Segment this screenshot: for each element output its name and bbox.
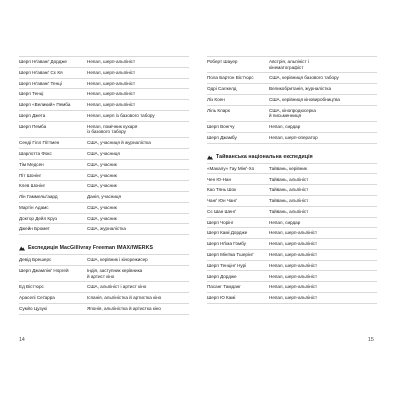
member-name: «Макалу» Гау Мінґ-Хо <box>207 165 255 171</box>
table-row <box>19 203 189 214</box>
member-name: Шарлотта Фокс <box>19 150 52 156</box>
member-name: Шерп Чорінг <box>207 219 234 225</box>
right-table-top <box>207 56 377 144</box>
member-name: Пола Бартон Віст’юрс <box>207 75 254 81</box>
member-name: Шерп «Великий» Пемба <box>19 102 71 108</box>
member-description: США, керівник і кінорежисер <box>87 257 148 263</box>
member-description: Японія, альпіністка й артистка кіно <box>87 305 161 311</box>
member-description: США, учасник <box>87 183 117 189</box>
table-row <box>19 100 189 111</box>
member-description: США, учасник <box>87 172 117 178</box>
member-description: США, учасниця <box>87 150 120 156</box>
member-name: Одрі Салкелд <box>207 86 237 92</box>
member-name: Шерп Нґаванґ Сє Кя <box>19 69 63 75</box>
member-name: Шерп Джамлінґ Норгей <box>19 267 69 273</box>
member-description: Непал, шерп-альпініст <box>269 252 318 257</box>
table-row <box>19 111 189 122</box>
table-row <box>19 192 189 203</box>
table-row <box>19 181 189 192</box>
table-row <box>207 196 377 207</box>
member-description: США, учасниця й журналістка <box>87 140 151 146</box>
member-description: США, учасник <box>87 161 117 167</box>
member-description: Тайвань, альпініст <box>269 176 309 182</box>
member-name: Шерп Вонгчу <box>207 124 235 130</box>
table-row <box>207 218 377 229</box>
table-row <box>207 261 377 272</box>
right-table-bottom <box>207 163 377 304</box>
table-row <box>207 228 377 239</box>
table-row <box>207 73 377 84</box>
member-description: США, керівниця базового табору <box>269 75 339 81</box>
member-name: Шерп Мінґма Тшерінґ <box>207 252 254 257</box>
member-name: Араселі Сеґарра <box>19 295 55 301</box>
member-description: Непал, шерп-альпініст <box>87 80 136 86</box>
member-description: Непал, помічник кухаря із базового табору <box>87 123 138 135</box>
member-name: Суміїо Цузукі <box>19 305 47 311</box>
left-section-heading <box>19 245 189 251</box>
table-row <box>207 84 377 95</box>
member-description: Непал, шерп-альпініст <box>269 241 318 247</box>
member-name: Роберт Шауер <box>207 59 238 65</box>
member-name: Сенді Гілл Піттмен <box>19 140 60 146</box>
member-name: Ліль Кларк <box>207 107 230 113</box>
member-description: Непал, сирдар <box>269 124 301 130</box>
member-name: Сє Шан Шенґ <box>207 208 236 214</box>
table-row <box>207 282 377 293</box>
member-description: Непал, сирдар <box>269 219 301 225</box>
member-name: Шерп Дордже <box>207 273 237 279</box>
member-name: Ліз Коен <box>207 97 225 103</box>
table-row <box>19 122 189 138</box>
table-row <box>207 239 377 250</box>
table-row <box>207 163 377 175</box>
page-number-right: 15 <box>368 337 374 343</box>
table-row <box>19 293 189 304</box>
member-description: Тайвань, альпініст <box>269 187 309 193</box>
member-name: Као Тянь Шок <box>207 187 237 193</box>
table-row <box>207 56 377 73</box>
table-row <box>19 266 189 282</box>
member-name: Шерп Тенці <box>19 91 44 97</box>
table-row <box>207 174 377 185</box>
member-name: Шерп Камі Дордже <box>207 230 248 236</box>
member-description: Непал, шерп-оператор <box>269 134 318 140</box>
table-row <box>207 122 377 133</box>
member-name: Піт Шонінг <box>19 172 42 178</box>
member-description: Тайвань, альпініст <box>269 208 309 214</box>
table-row <box>19 254 189 266</box>
member-name: Клев Шонінг <box>19 183 46 189</box>
member-description: Непал, шерп із базового табору <box>87 113 155 118</box>
member-name: Шерп Пемба <box>19 123 47 129</box>
table-row <box>207 271 377 282</box>
member-description: США, журналістка <box>87 226 126 232</box>
member-description: Непал, шерп-альпініст <box>269 295 318 301</box>
table-row <box>19 304 189 315</box>
member-description: США, кінопродюсерка й письменниця <box>269 107 316 119</box>
member-name: Доктор Дейл Круз <box>19 215 57 221</box>
member-description: США, учасник <box>87 204 117 210</box>
table-row <box>19 149 189 160</box>
member-description: Індія, заступник керівника й артист кіно <box>87 267 143 279</box>
table-row <box>207 185 377 196</box>
table-row <box>19 160 189 171</box>
member-description: Непал, шерп-альпініст <box>87 102 136 108</box>
table-row <box>19 79 189 90</box>
member-description: Іспанія, альпіністка й артистка кіно <box>87 295 162 301</box>
member-description: Непал, шерп-альпініст <box>269 273 318 279</box>
table-row <box>207 106 377 122</box>
member-description: Великобританія, журналістка <box>269 86 332 92</box>
member-description: Непал, шерп-альпініст <box>269 230 318 236</box>
member-description: Непал, шерп-альпініст <box>269 262 318 268</box>
right-section-heading <box>207 154 377 160</box>
left-table-bottom <box>19 254 189 315</box>
member-description: Непал, шерп-альпініст <box>87 69 136 75</box>
member-name: Чанґ Юн Чанґ <box>207 198 237 204</box>
member-description: Непал, шерп-альпініст <box>87 91 136 97</box>
table-row <box>19 68 189 79</box>
mountain-icon <box>19 245 25 251</box>
member-description: Непал, шерп-альпініст <box>87 59 136 65</box>
left-table-top <box>19 56 189 235</box>
left-section-title: Експедиція MacGillivray Freeman IMAX/IWERKS <box>28 245 154 252</box>
member-description: США, керівниця кіновиробництва <box>269 97 340 103</box>
table-row <box>19 56 189 68</box>
member-description: Тайвань, альпініст <box>269 198 309 204</box>
table-row <box>207 293 377 304</box>
member-name: Лін Гаммельґаард <box>19 194 58 200</box>
table-row <box>19 224 189 235</box>
table-row <box>19 170 189 181</box>
right-section-title: Тайванська національна експедиція <box>216 153 313 160</box>
table-row <box>207 207 377 218</box>
member-description: Данія, учасниця <box>87 194 122 200</box>
member-name: Тім Медсен <box>19 161 44 167</box>
member-name: Джейн Бромет <box>19 226 50 232</box>
member-name: Шерп Нґіма Гомбу <box>207 241 246 247</box>
table-row <box>207 250 377 261</box>
member-name: Шерп Ю Камі <box>207 295 236 301</box>
member-name: Девід Брешерс <box>19 257 52 263</box>
page-number-left: 14 <box>19 337 25 343</box>
table-row <box>19 282 189 293</box>
mountain-icon <box>207 154 213 160</box>
member-description: США, альпініст і артист кіно <box>87 284 147 290</box>
member-name: Шерп Джета <box>19 113 46 118</box>
member-description: Непал, шерп-альпініст <box>269 284 318 290</box>
member-name: Шерп Нґаванґ Дордже <box>19 59 67 65</box>
member-name: Шерп Джамбу <box>207 134 237 140</box>
member-name: Пасанг Тамданг <box>207 284 241 290</box>
member-name: Шерп Тенцінґ Нурі <box>207 262 247 268</box>
member-description: Австрія, альпініст і кінематографіст <box>269 59 309 70</box>
table-row <box>19 214 189 225</box>
table-row <box>19 89 189 100</box>
member-description: Тайвань, керівник <box>269 165 307 171</box>
member-description: США, учасник <box>87 215 117 221</box>
member-name: Мартін Адамс <box>19 204 49 210</box>
right-page <box>207 56 377 304</box>
member-name: Ед Віст’юрс <box>19 284 44 290</box>
table-row <box>207 133 377 144</box>
member-name: Чен Ю-Нан <box>207 176 232 182</box>
member-name: Шерп Нґаванґ Тенці <box>19 80 62 86</box>
table-row <box>19 138 189 149</box>
table-row <box>207 95 377 106</box>
left-page <box>19 56 189 315</box>
